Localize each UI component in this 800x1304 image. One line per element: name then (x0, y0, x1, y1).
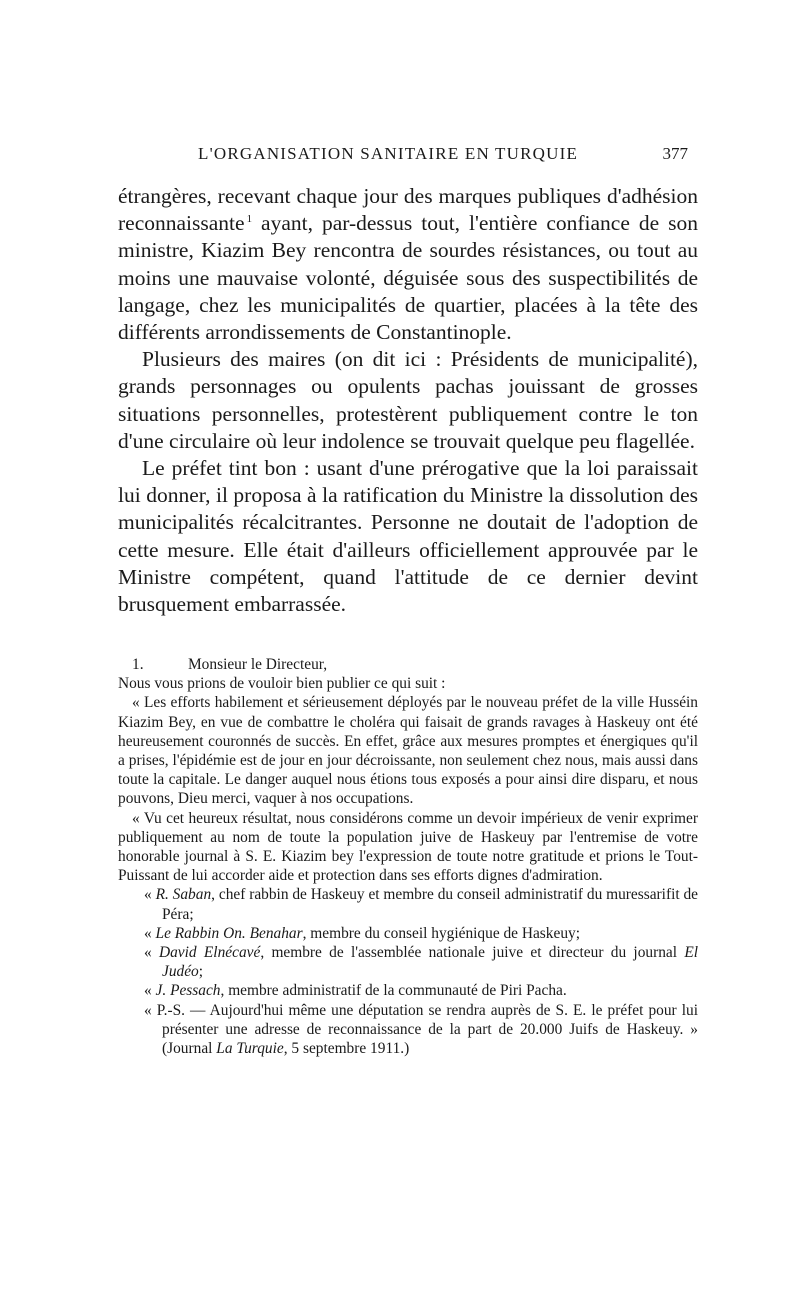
signatory-title: , membre du conseil hygiénique de Haskeuy; (302, 924, 580, 942)
postscript-text: « P.-S. — Aujourd'hui même une députation se rendra auprès de S. E. le préfet pour lui présenter une adresse de reconnaissance de la part de 20.000 Juifs de Haskeuy. » (Journal (144, 1001, 698, 1058)
quote-mark: « (144, 886, 156, 904)
footnote-intro: Nous vous prions de vouloir bien publier ce qui suit : (118, 675, 446, 693)
journal-title: La Turquie (216, 1040, 284, 1058)
paragraph-1 (118, 183, 698, 346)
quote-mark: « (144, 924, 156, 942)
paragraph-3: Le préfet tint bon : usant d'une prérogative que la loi paraissait lui donner, il proposa à la ratification du Ministre la dissolution des municipalités récalcitrantes. Personne ne doutait de l'adoption de cette mesure. Elle était d'ailleurs officiellement approuvée par le Ministre compétent, quand l'attitude de ce dernier devint brusquement embarrassée. (118, 456, 698, 617)
signatory-name: Le Rabbin On. Benahar (155, 924, 303, 942)
footnote-paragraph-2: « Vu cet heureux résultat, nous considérons comme un devoir impérieux de venir exprimer publiquement au nom de toute la population juive de Haskeuy par l'entremise de votre honorable journal à S. E. Kiazim bey l'expression de toute notre gratitude et prions le Tout-Puissant de lui accorder aide et protection dans ses efforts dignes d'admiration. (118, 809, 698, 885)
paragraph-1-continuation: ayant, par-dessus tout, l'entière confiance de son ministre, Kiazim Bey rencontra de sourdes résistances, ou tout au moins une mauvaise volonté, déguisée sous des suspectibilités de langage, chez les municipalités de quartier, placées à la tête des différents arrondissements de Constantinople. (118, 211, 698, 345)
page-header (118, 142, 688, 172)
quote-mark: « (144, 982, 156, 1000)
signature-pessach (118, 981, 698, 1000)
postscript (118, 1001, 698, 1059)
signatory-name: David Elnécavé (159, 944, 261, 962)
quote-mark: « (144, 944, 159, 962)
signature-saban (118, 885, 698, 923)
signature-benahar (118, 924, 698, 943)
signatory-title: , chef rabbin de Haskeuy et membre du conseil administratif du muressarifit de Péra; (162, 886, 699, 923)
signatory-name: R. Saban (155, 886, 212, 904)
signatory-title-end: ; (198, 963, 204, 981)
journal-name: El Judéo (162, 944, 699, 981)
running-title: L'ORGANISATION SANITAIRE EN TURQUIE (198, 144, 579, 163)
postscript-date: , 5 septembre 1911.) (283, 1040, 410, 1058)
main-text (118, 183, 698, 618)
paragraph-2: Plusieurs des maires (on dit ici : Présidents de municipalité), grands personnages ou opulents pachas jouissant de grosses situations personnelles, protestèrent publiquement contre le ton d'une circulaire où leur indolence se trouvait quelque peu flagellée. (118, 347, 698, 453)
signatory-title: , membre de l'assemblée nationale juive et directeur du journal (260, 944, 685, 962)
signatory-name: J. Pessach (155, 982, 221, 1000)
signatory-title: , membre administratif de la communauté de Piri Pacha. (220, 982, 567, 1000)
footnote-heading (118, 655, 698, 674)
footnote-paragraph-1: « Les efforts habilement et sérieusement déployés par le nouveau préfet de la ville Husséin Kiazim Bey, en vue de combattre le choléra qui faisait de grands ravages à Haskeuy ont été heureusement couronnés de succès. En effet, grâce aux mesures promptes et énergiques qu'il a prises, l'épidémie est de jour en jour décroissante, non seulement chez nous, mais aussi dans toute la capitale. Le danger auquel nous étions tous exposés a pour ainsi dire disparu, et nous pouvons, Dieu merci, vaquer à nos occupations. (118, 694, 698, 808)
signature-elnecave (118, 943, 698, 981)
footnote-salutation: Monsieur le Directeur, (188, 656, 328, 673)
footnote (118, 655, 698, 1058)
page-number: 377 (662, 144, 688, 163)
footnote-number: 1. (132, 656, 144, 673)
footnote-marker: 1 (246, 213, 253, 226)
paragraph-1-text: étrangères, recevant chaque jour des marques publiques d'adhésion reconnaissante (118, 184, 698, 236)
